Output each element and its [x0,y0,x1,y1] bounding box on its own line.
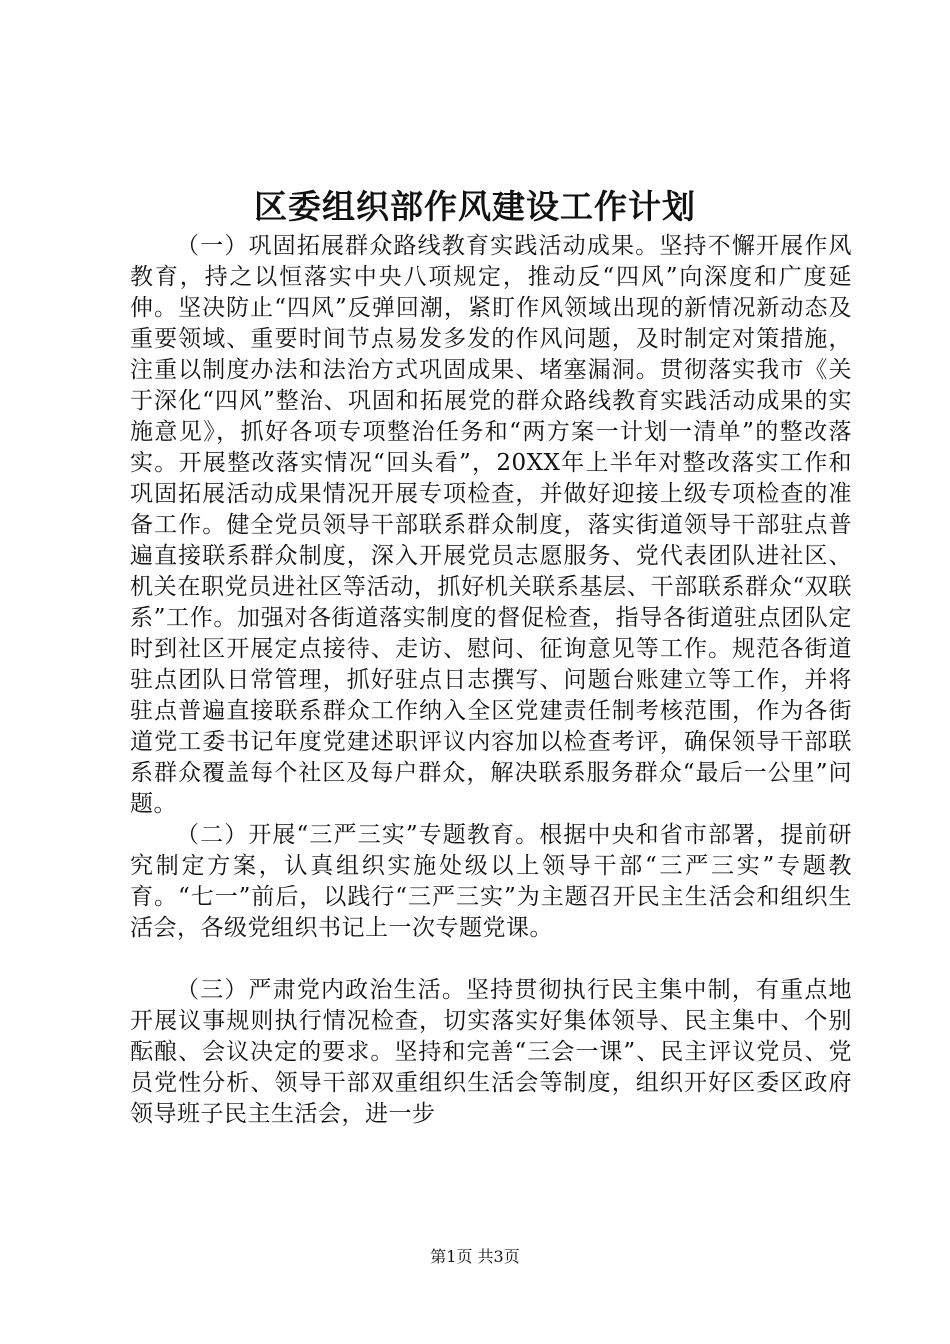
document-body [130,231,852,1130]
document-title: 区委组织部作风建设工作计划 [254,187,696,226]
paragraph-3: （三）严肃党内政治生活。坚持贯彻执行民主集中制，有重点地开展议事规则执行情况检查，切实落实好集体领导、民主集中、个别酝酿、会议决定的要求。坚持和完善“三会一课”、民主评议党员、党员党性分析、领导干部双重组织生活会等制度，组织开好区委区政府领导班子民主生活会，进一步 [130,977,852,1127]
page-number-footer: 第1页 共3页 [430,1247,520,1266]
paragraph-1: （一）巩固拓展群众路线教育实践活动成果。坚持不懈开展作风教育，持之以恒落实中央八项规定，推动反“四风”向深度和广度延伸。坚决防止“四风”反弹回潮，紧盯作风领域出现的新情况新动态及重要领域、重要时间节点易发多发的作风问题，及时制定对策措施，注重以制度办法和法治方式巩固成果、堵塞漏洞。贯彻落实我市《关于深化“四风”整治、巩固和拓展党的群众路线教育实践活动成果的实施意见》，抓好各项专项整治任务和“两方案一计划一清单”的整改落实。开展整改落实情况“回头看”，20XX年上半年对整改落实工作和巩固拓展活动成果情况开展专项检查，并做好迎接上级专项检查的准备工作。健全党员领导干部联系群众制度，落实街道领导干部驻点普遍直接联系群众制度，深入开展党员志愿服务、党代表团队进社区、机关在职党员进社区等活动，抓好机关联系基层、干部联系群众“双联系”工作。加强对各街道落实制度的督促检查，指导各街道驻点团队定时到社区开展定点接待、走访、慰问、征询意见等工作。规范各街道驻点团队日常管理，抓好驻点日志撰写、问题台账建立等工作，并将驻点普遍直接联系群众工作纳入全区党建责任制考核范围，作为各街道党工委书记年度党建述职评议内容加以检查考评，确保领导干部联系群众覆盖每个社区及每户群众，解决联系服务群众“最后一公里”问题。 [130,233,852,817]
paragraph-2: （二）开展“三严三实”专题教育。根据中央和省市部署，提前研究制定方案，认真组织实施处级以上领导干部“三严三实”专题教育。“七一”前后，以践行“三严三实”为主题召开民主生活会和组织生活会，各级党组织书记上一次专题党课。 [130,822,852,941]
